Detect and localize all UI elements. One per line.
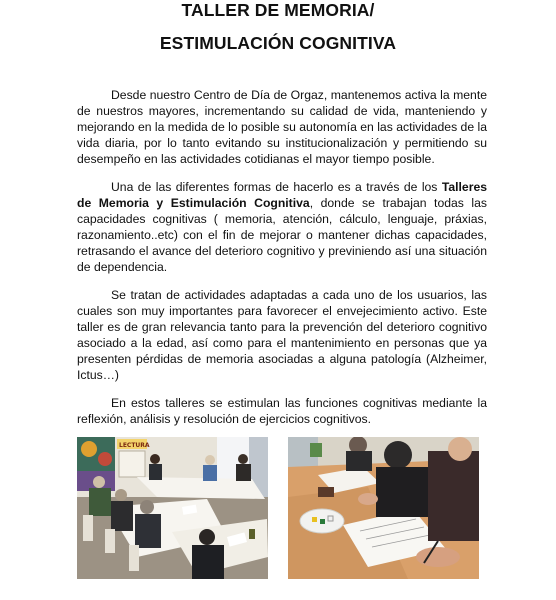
paragraph-talleres-bold: Talleres de Memoria y Estimulación Cognitiva (77, 180, 487, 210)
photo-writing-closeup (288, 437, 479, 579)
lectura-sign-text: LECTURA (119, 442, 150, 449)
photo-writing-illustration (288, 437, 479, 579)
paragraph-talleres-end: , donde se trabajan todas las capacidades cognitivas ( memoria, atención, cálculo, lenguaje, práxias, razonamiento..etc) con el fin de mejorar o mantener dichas capacidades, retrasando el avance del deterioro cognitivo y previniendo así una situación de dependencia. (77, 196, 488, 274)
paragraph-intro: Desde nuestro Centro de Día de Orgaz, mantenemos activa la mente de nuestros mayores, incrementando su calidad de vida, manteniendo y mejorando en la medida de lo posible su autonomía en las actividades de la vida diaria, por lo tanto evitando su institucionalización y permitiendo su desempeño en las actividades cotidianas el mayor tiempo posible. (77, 88, 487, 166)
paragraph-funciones: En estos talleres se estimulan las funciones cognitivas mediante la reflexión, análisis y resolución de ejercicios cognitivos. (77, 396, 487, 426)
page-title-line-2: ESTIMULACIÓN COGNITIVA (159, 33, 397, 53)
paragraph-actividades: Se tratan de actividades adaptadas a cada uno de los usuarios, las cuales son muy importantes para favorecer el envejecimiento activo. Este taller es de gran relevancia tanto para la prevención del deterioro cognitivo asociado a la edad, así como para el mantenimiento en personas que ya presenten pérdidas de memoria asociadas a alguna patología (Alzheimer, Ictus…) (77, 288, 487, 382)
paragraph-talleres (77, 179, 487, 275)
paragraph-talleres-start: Una de las diferentes formas de hacerlo es a través de los (111, 180, 442, 194)
photo-group-workshop (77, 437, 268, 579)
photo-group-illustration (77, 437, 268, 579)
document-body (77, 87, 487, 439)
page-title-line-1: TALLER DE MEMORIA/ (181, 0, 375, 20)
